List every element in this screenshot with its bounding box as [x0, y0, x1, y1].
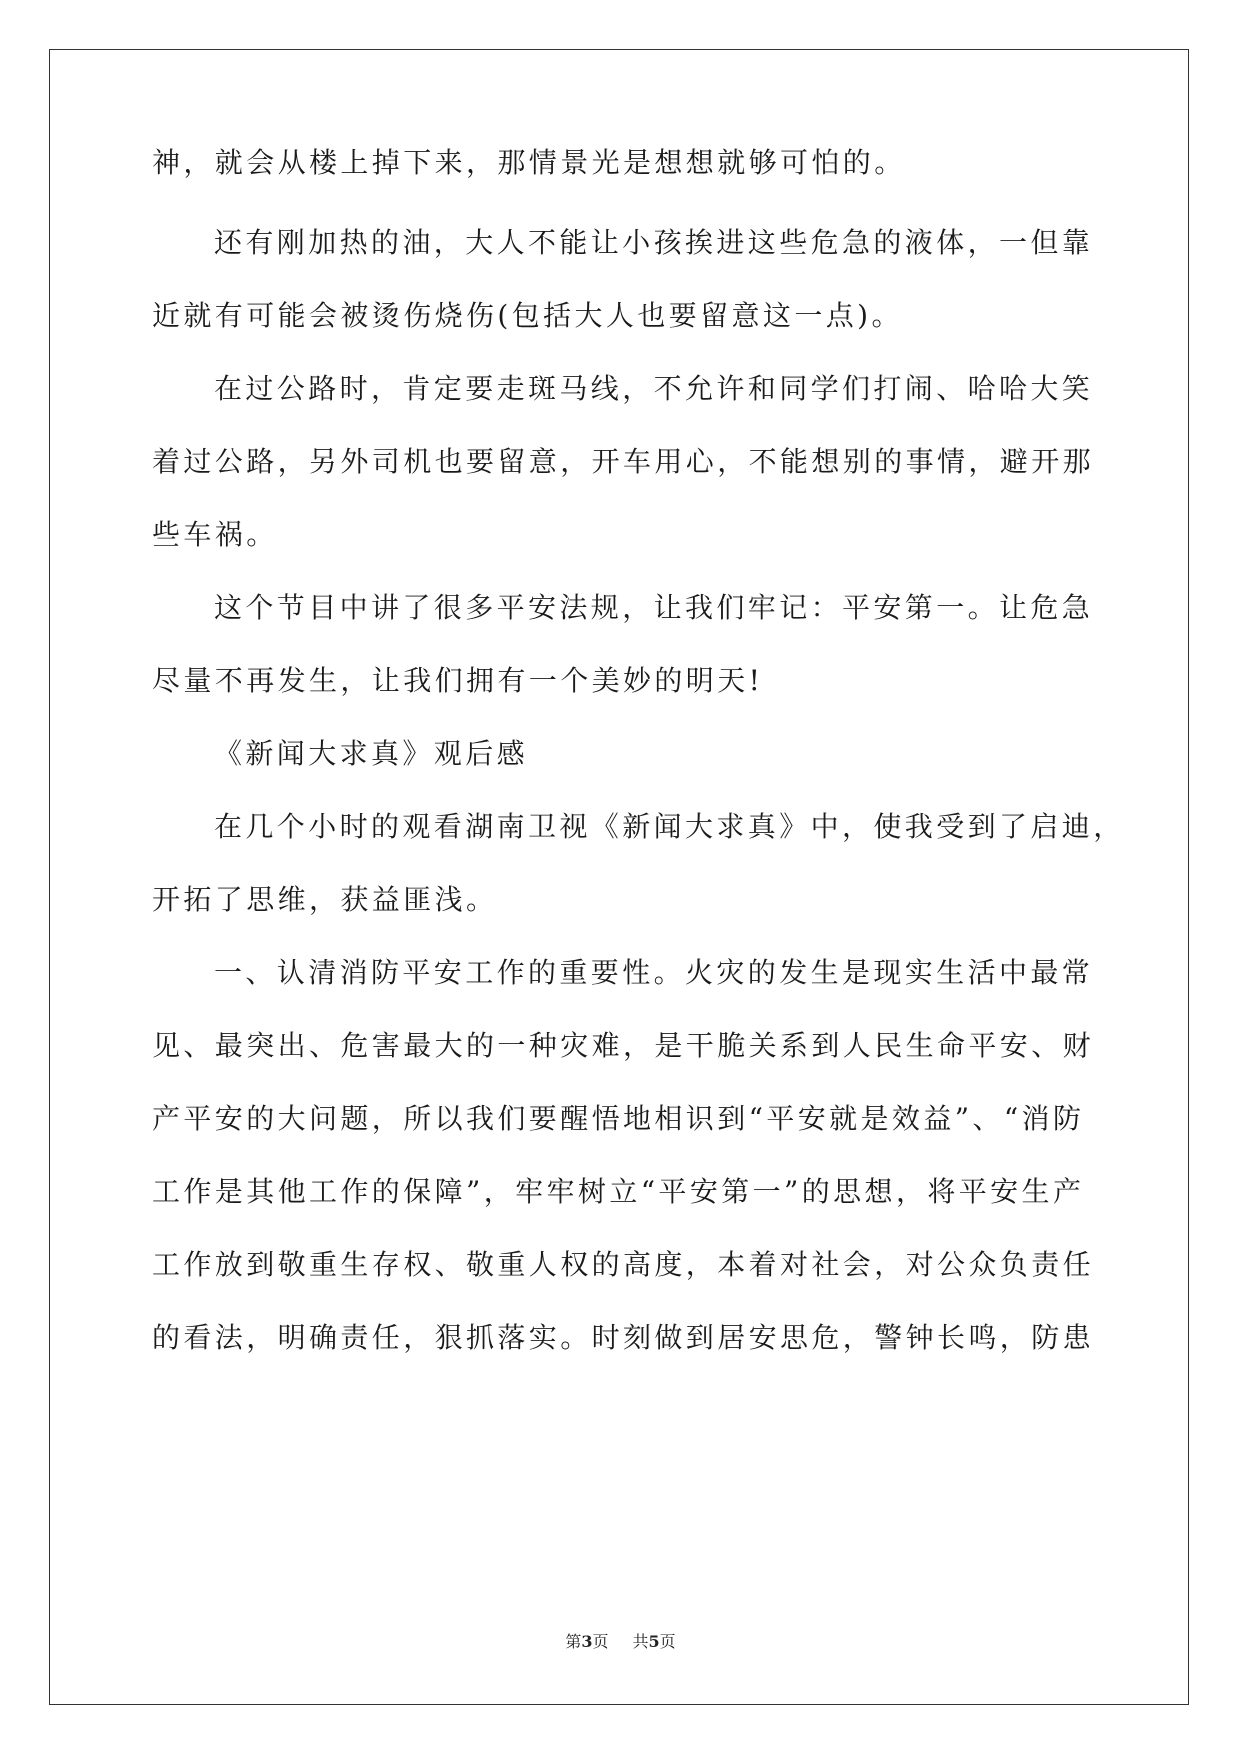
section-heading: 《新闻大求真》观后感: [214, 737, 529, 770]
page-footer: [0, 1629, 1241, 1652]
text-line: 工作放到敬重生存权、敬重人权的高度，本着对社会，对公众负责任: [152, 1248, 1095, 1281]
text-line: 开拓了思维，获益匪浅。: [152, 883, 498, 916]
paragraph-start-line: 在过公路时，肯定要走斑马线，不允许和同学们打闹、哈哈大笑: [214, 372, 1094, 405]
total-prefix: 共: [632, 1632, 649, 1651]
text-line: 近就有可能会被烫伤烧伤(包括大人也要留意这一点)。: [152, 299, 903, 332]
current-page-number: 3: [581, 1632, 593, 1651]
text-line: 尽量不再发生，让我们拥有一个美妙的明天!: [152, 664, 764, 697]
paragraph-start-line: 一、认清消防平安工作的重要性。火灾的发生是现实生活中最常: [214, 956, 1094, 989]
total-suffix: 页: [659, 1632, 676, 1651]
text-line: 神，就会从楼上掉下来，那情景光是想想就够可怕的。: [152, 146, 906, 179]
text-line: 工作是其他工作的保障”，牢牢树立“平安第一”的思想，将平安生产: [152, 1175, 1085, 1208]
total-page-count: 5: [648, 1632, 660, 1651]
text-line: 的看法，明确责任，狠抓落实。时刻做到居安思危，警钟长鸣，防患: [152, 1321, 1095, 1354]
text-line: 些车祸。: [152, 518, 278, 551]
text-line: 产平安的大问题，所以我们要醒悟地相识到“平安就是效益”、“消防: [152, 1102, 1085, 1135]
text-line: 见、最突出、危害最大的一种灾难，是干脆关系到人民生命平安、财: [152, 1029, 1095, 1062]
paragraph-start-line: 还有刚加热的油，大人不能让小孩挨进这些危急的液体，一但靠: [214, 226, 1094, 259]
page-prefix: 第: [565, 1632, 582, 1651]
text-line: 着过公路，另外司机也要留意，开车用心，不能想别的事情，避开那: [152, 445, 1095, 478]
paragraph-start-line: 这个节目中讲了很多平安法规，让我们牢记：平安第一。让危急: [214, 591, 1094, 624]
paragraph-start-line: 在几个小时的观看湖南卫视《新闻大求真》中，使我受到了启迪，: [214, 810, 1125, 843]
page-suffix: 页: [592, 1632, 609, 1651]
